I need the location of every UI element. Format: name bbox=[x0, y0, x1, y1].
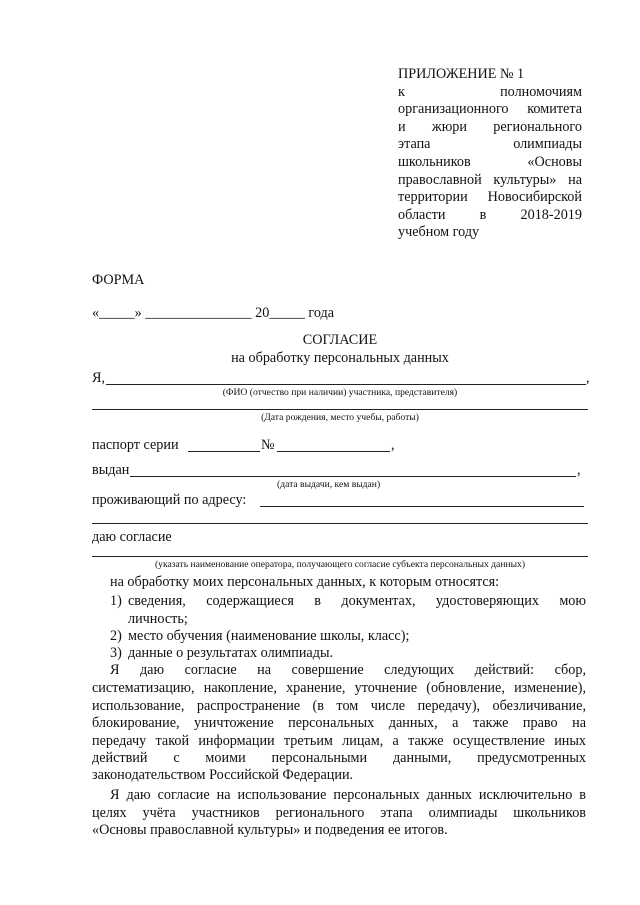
passport-number-sign: № bbox=[261, 437, 275, 453]
operator-hint: (указать наименование оператора, получающего согласие субъекта персональных данных) bbox=[154, 559, 526, 570]
para2-line: целях учёта участников регионального этапа олимпиады школьников bbox=[92, 805, 586, 821]
issued-input-line[interactable] bbox=[130, 476, 576, 477]
appendix-title: ПРИЛОЖЕНИЕ № 1 bbox=[398, 66, 525, 82]
address-input-line-2[interactable] bbox=[92, 523, 588, 524]
fio-hint: (ФИО (отчество при наличии) участника, представителя) bbox=[222, 387, 458, 398]
passport-suffix: , bbox=[391, 437, 395, 453]
birth-input-line[interactable] bbox=[92, 409, 588, 410]
appendix-block bbox=[398, 66, 582, 242]
appendix-line: к полномочиям bbox=[398, 83, 582, 100]
para1-line: систематизацию, накопление, хранение, уточнение (обновление, изменение), bbox=[92, 680, 586, 696]
appendix-last-line: учебном году bbox=[398, 224, 480, 241]
item-number: 2) bbox=[110, 628, 122, 644]
consent-label: даю согласие bbox=[92, 529, 172, 545]
item-text: место обучения (наименование школы, класс); bbox=[128, 628, 410, 644]
passport-series-label: паспорт серии bbox=[92, 437, 179, 453]
ya-suffix: , bbox=[586, 370, 590, 386]
appendix-line: территории Новосибирской bbox=[398, 189, 582, 206]
appendix-line: области в 2018-2019 bbox=[398, 206, 582, 223]
item-text: данные о результатах олимпиады. bbox=[128, 645, 334, 661]
issued-suffix: , bbox=[577, 462, 581, 478]
para2-last-line: «Основы православной культуры» и подведения ее итогов. bbox=[92, 822, 448, 838]
item-text: сведения, содержащиеся в документах, удостоверяющих мою bbox=[128, 593, 586, 609]
fio-input-line[interactable] bbox=[106, 384, 586, 385]
issued-hint: (дата выдачи, кем выдан) bbox=[277, 479, 381, 490]
body-intro: на обработку моих персональных данных, к которым относятся: bbox=[110, 574, 500, 590]
appendix-line: школьников «Основы bbox=[398, 153, 582, 170]
para2-line: Я даю согласие на использование персональных данных исключительно в bbox=[110, 787, 586, 803]
consent-title: СОГЛАСИЕ bbox=[302, 332, 378, 348]
item-number: 3) bbox=[110, 645, 122, 661]
appendix-line: организационного комитета bbox=[398, 101, 582, 118]
consent-subtitle: на обработку персональных данных bbox=[231, 350, 449, 366]
para1-line: передачу такой информации третьим лицам, а также осуществление иных bbox=[92, 733, 586, 749]
item-number: 1) bbox=[110, 593, 122, 609]
para1-line: использование, распространение (в том числе передачу), обезличивание, bbox=[92, 698, 586, 714]
form-label: ФОРМА bbox=[92, 272, 145, 288]
passport-number-input[interactable] bbox=[277, 451, 390, 452]
issued-label: выдан bbox=[92, 462, 130, 478]
passport-series-input[interactable] bbox=[188, 451, 260, 452]
address-input-line[interactable] bbox=[260, 506, 584, 507]
operator-input-line[interactable] bbox=[92, 556, 588, 557]
para1-line: блокирование, уничтожение персональных данных, а также право на bbox=[92, 715, 586, 731]
appendix-line: этапа олимпиады bbox=[398, 136, 582, 153]
item-text-cont: личность; bbox=[128, 611, 188, 627]
para1-last-line: законодательством Российской Федерации. bbox=[92, 767, 354, 783]
para1-line: действий с моими персональными данными, предусмотренных bbox=[92, 750, 586, 766]
date-line[interactable]: «_____» _______________ 20_____ года bbox=[92, 305, 335, 321]
appendix-line: и жюри регионального bbox=[398, 118, 582, 135]
address-label: проживающий по адресу: bbox=[92, 492, 247, 508]
birth-hint: (Дата рождения, место учебы, работы) bbox=[261, 412, 419, 423]
appendix-line: православной культуры» на bbox=[398, 171, 582, 188]
para1-line: Я даю согласие на совершение следующих действий: сбор, bbox=[110, 662, 586, 678]
ya-prefix: Я, bbox=[92, 370, 106, 386]
